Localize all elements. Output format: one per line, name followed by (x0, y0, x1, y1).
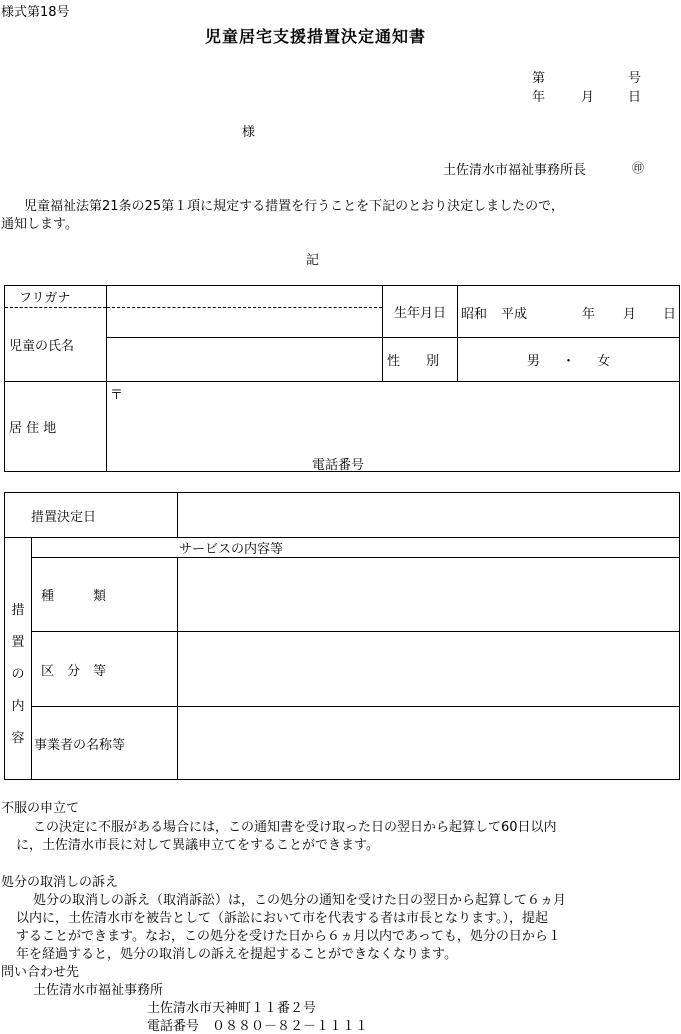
birth-day-label: 日 (663, 307, 677, 322)
furigana-label-cell (5, 286, 107, 308)
lawsuit-line-2: 以内に，土佐清水市を被告として（訴訟において市を代表する者は市長となります。），提起 (16, 911, 548, 926)
birth-year-label: 年 (582, 307, 596, 322)
objection-line-2: に，土佐清水市長に対して異議申立てをすることができます。 (16, 838, 379, 853)
contact-office: 土佐清水市福祉事務所 (33, 983, 164, 998)
address-value-cell[interactable] (107, 382, 680, 472)
decision-date-label: 措置決定日 (31, 509, 97, 525)
birthdate-value-cell[interactable] (458, 286, 680, 338)
kind-value-cell[interactable] (178, 558, 680, 632)
seal-mark: ㊞ (632, 161, 645, 175)
service-table (4, 492, 680, 780)
objection-line-1: この決定に不服がある場合には，この通知書を受け取った日の翌日から起算して60日以内 (33, 820, 557, 835)
objection-heading: 不服の申立て (1, 801, 80, 816)
vertical-char-2: 置 (11, 634, 25, 650)
phone-label: 電話番号 (312, 458, 365, 473)
service-header: サービスの内容等 (178, 542, 283, 557)
doc-number-prefix: 第 (532, 71, 546, 86)
vertical-label (5, 595, 31, 755)
vertical-char-1: 措 (11, 602, 25, 618)
provider-label-cell (31, 707, 177, 780)
intro-line-1: 児童福祉法第21条の25第１項に規定する措置を行うことを下記のとおり決定しましたので， (24, 199, 564, 214)
address-label-cell (5, 382, 107, 472)
address-label: 居 住 地 (9, 421, 57, 436)
sex-label-cell (383, 338, 458, 382)
sex-label: 性 別 (387, 354, 440, 369)
child-info-table (4, 285, 680, 472)
intro-line-2: 通知します。 (1, 217, 78, 232)
birth-month-label: 月 (623, 307, 637, 322)
decision-date-label-cell (5, 493, 178, 538)
contact-address: 土佐清水市天神町１１番２号 (147, 1001, 317, 1016)
issuer-name: 土佐清水市福祉事務所長 (443, 163, 587, 178)
document-title: 児童居宅支援措置決定通知書 (205, 27, 427, 46)
date-month-label: 月 (581, 90, 595, 105)
era-showa: 昭和 (461, 307, 488, 322)
name-input-cell[interactable] (107, 286, 383, 338)
vertical-label-cell (5, 538, 32, 780)
era-heisei: 平成 (501, 307, 528, 322)
sex-female: 女 (597, 354, 611, 369)
vertical-char-3: の (11, 666, 25, 682)
category-label-cell (31, 632, 177, 707)
postal-mark: 〒 (110, 388, 124, 403)
category-label: 区 分 等 (40, 663, 106, 679)
doc-number-suffix: 号 (628, 71, 642, 86)
lawsuit-line-4: 年を経過すると，処分の取消しの訴えを提起することができなくなります。 (16, 947, 457, 962)
contact-heading: 問い合わせ先 (1, 965, 80, 980)
provider-value-cell[interactable] (178, 707, 680, 780)
furigana-label: フリガナ (19, 291, 71, 306)
child-name-label-cell (5, 308, 107, 382)
vertical-char-4: 内 (11, 698, 25, 714)
kind-label-cell (31, 558, 177, 632)
lawsuit-line-1: 処分の取消しの訴え（取消訴訟）は，この処分の通知を受けた日の翌日から起算して６ヵ月 (33, 893, 567, 908)
sex-value-cell[interactable] (458, 338, 680, 382)
sex-separator: ・ (561, 354, 575, 369)
service-header-cell (31, 538, 679, 558)
contact-phone: 電話番号 ０８８０－８２－１１１１ (147, 1019, 369, 1034)
sex-male: 男 (526, 354, 540, 369)
birthdate-label-cell (383, 286, 458, 338)
lawsuit-line-3: することができます。なお，この処分を受けた日から６ヵ月以内であっても，処分の日から１ (16, 929, 561, 944)
date-year-label: 年 (532, 90, 546, 105)
ki-label: 記 (306, 253, 320, 268)
lawsuit-heading: 処分の取消しの訴え (1, 875, 119, 890)
child-name-label: 児童の氏名 (9, 339, 75, 354)
kind-label: 種 類 (40, 589, 106, 604)
recipient-suffix: 様 (242, 125, 256, 140)
name-lower-cell[interactable] (107, 338, 383, 382)
vertical-char-5: 容 (11, 730, 25, 746)
birthdate-label: 生年月日 (393, 306, 446, 321)
category-value-cell[interactable] (178, 632, 680, 707)
date-day-label: 日 (628, 90, 642, 105)
provider-label: 事業者の名称等 (33, 737, 125, 753)
form-number: 様式第18号 (1, 5, 70, 20)
decision-date-value-cell[interactable] (178, 493, 680, 538)
